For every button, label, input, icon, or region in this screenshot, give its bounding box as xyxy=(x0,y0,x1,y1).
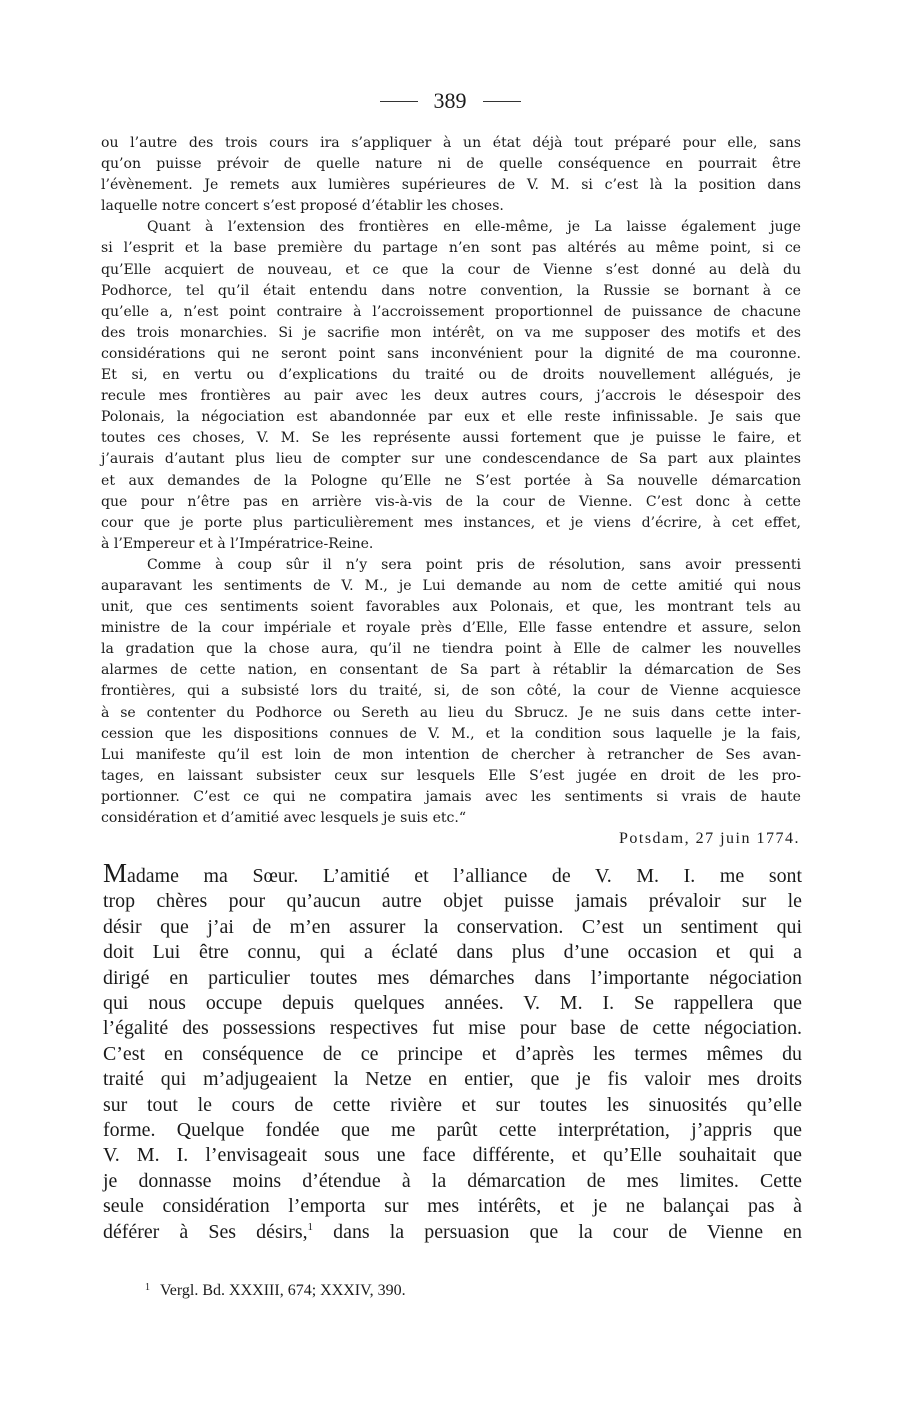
text-line: toutes ces choses, V. M. Se les représente aussi fortement que je puisse le faire, et xyxy=(101,430,801,447)
footnote-marker: 1 xyxy=(145,1282,150,1293)
text-line: V. M. I. l’envisageait sous une face différente, et qu’Elle souhaitait que xyxy=(103,1144,802,1167)
text-line: qu’elle a, n’est point contraire à l’accroissement proportionnel de puissance de chacune xyxy=(101,303,801,320)
letter-body xyxy=(103,858,802,1245)
header-dash-left xyxy=(380,101,418,102)
text-line: l’égalité des possessions respectives fut mise pour base de cette négociation. xyxy=(103,1017,802,1040)
text-line: cession que les dispositions connues de V. M., et la condition sous laquelle je la fais, xyxy=(101,725,801,742)
text-line: alarmes de cette nation, en consentant de Sa part à rétablir la démarcation de Ses xyxy=(101,662,801,679)
text-line: Polonais, la négociation est abandonnée par eux et elle reste infinissable. Je sais que xyxy=(101,409,801,426)
text-line: Comme à coup sûr il n’y sera point pris de résolution, sans avoir pressenti xyxy=(147,556,801,573)
text-line: unit, que ces sentiments soient favorables aux Polonais, et que, les montrant tels au xyxy=(101,599,801,616)
text-line: recule mes frontières au pair avec les deux autres cours, j’accrois le désespoir des xyxy=(101,388,801,405)
text-line: qu’Elle acquiert de nouveau, et ce que la cour de Vienne s’est donné au delà du xyxy=(101,261,801,278)
text-line: l’évènement. Je remets aux lumières supérieures de V. M. si c’est là la position dans xyxy=(101,177,801,194)
text-line: tages, en laissant subsister ceux sur lesquels Elle S’est jugée en droit de les pro- xyxy=(101,767,801,784)
text-line: doit Lui être connu, qui a éclaté dans plus d’une occasion et qui a xyxy=(103,941,802,964)
letter-first-line xyxy=(103,858,802,889)
text-line: ou l’autre des trois cours ira s’appliquer à un état déjà tout préparé pour elle, sans xyxy=(101,135,801,151)
page-header xyxy=(0,86,900,116)
text-line: j’aurais d’autant plus lieu de compter sur une condescendance de Sa part aux plaintes xyxy=(101,451,801,468)
text-line: laquelle notre concert s’est proposé d’établir les choses. xyxy=(101,198,504,215)
text-line: qui nous occupe depuis quelques années. V. M. I. Se rappellera que xyxy=(103,992,802,1015)
text-line: ministre de la cour impériale et royale près d’Elle, Elle fasse entendre et assure, selon xyxy=(101,620,801,637)
text-line: et aux demandes de la Pologne qu’Elle ne S’est portée à Sa nouvelle démarcation xyxy=(101,472,801,489)
text-line: seule considération l’emporta sur mes intérêts, et je ne balançai pas à xyxy=(103,1195,802,1218)
text-line: Quant à l’extension des frontières en elle-même, je La laisse également juge xyxy=(147,219,801,236)
header-dash-right xyxy=(483,101,521,102)
text-line: sur tout le cours de cette rivière et sur toutes les sinuosités qu’elle xyxy=(103,1093,802,1116)
text-line: auparavant les sentiments de V. M., je Lui demande au nom de cette amitié qui nous xyxy=(101,577,801,594)
footnote-text: Vergl. Bd. XXXIII, 674; XXXIV, 390. xyxy=(160,1282,406,1299)
text-line: frontières, qui a subsisté lors du traité, si, de son côté, la cour de Vienne acquiesce xyxy=(101,683,801,700)
text-line: Et si, en vertu ou d’explications du traité ou de droits nouvellement allégués, je xyxy=(101,367,801,384)
text-line: la gradation que la chose aura, qu’il ne tiendra point à Elle de calmer les nouvelles xyxy=(101,641,801,658)
text-line: traité qui m’adjugeaient la Netze en entier, que je fis valoir mes droits xyxy=(103,1068,802,1091)
text-line: je donnasse moins d’étendue à la démarcation de mes limites. Cette xyxy=(103,1169,802,1192)
last-line-start: déférer à Ses désirs, xyxy=(103,1220,308,1243)
page-number: 389 xyxy=(433,88,467,113)
text-line: portionner. C’est ce qui ne compatira jamais avec les sentiments si vrais de haute xyxy=(101,788,801,805)
text-line: considération et d’amitié avec lesquels je suis etc.“ xyxy=(101,810,467,826)
text-line: C’est en conséquence de ce principe et d’après les termes mêmes du xyxy=(103,1042,802,1065)
text-line: Podhorce, tel qu’il était entendu dans notre convention, la Russie se bornant à ce xyxy=(101,282,801,299)
last-line-end: dans la persuasion que la cour de Vienne en xyxy=(313,1220,802,1243)
text-line: que pour n’être pas en arrière vis-à-vis de la cour de Vienne. C’est donc à cette xyxy=(101,493,801,510)
footnote xyxy=(145,1282,745,1300)
text-line: considérations qui ne seront point sans inconvénient pour la dignité de ma couronne. xyxy=(101,345,801,362)
text-line: dirigé en particulier toutes mes démarches dans l’importante négociation xyxy=(103,966,802,989)
text-line: forme. Quelque fondée que me parût cette interprétation, j’appris que xyxy=(103,1119,802,1142)
quoted-letter-text xyxy=(101,133,801,829)
first-line-text: adame ma Sœur. L’amitié et l’alliance de V. M. I. me sont xyxy=(127,865,802,887)
letter-last-line xyxy=(103,1220,802,1245)
text-line: cour que je porte plus particulièrement mes instances, et je viens d’écrire, à cet effet, xyxy=(101,514,801,531)
text-line: à l’Empereur et à l’Impératrice-Reine. xyxy=(101,535,374,552)
text-line: si l’esprit et la base première du partage n’en sont pas altérés au même point, si ce xyxy=(101,240,801,257)
text-line: trop chères pour qu’aucun autre objet puisse jamais prévaloir sur le xyxy=(103,890,802,913)
text-line: à se contenter du Podhorce ou Sereth au lieu du Sbrucz. Je ne suis dans cette inter- xyxy=(101,704,801,721)
text-line: des trois monarchies. Si je sacrifie mon intérêt, on va me supposer des motifs et des xyxy=(101,324,801,341)
signature-place-date: Potsdam, 27 juin 1774. xyxy=(618,830,800,847)
footnote-reference: 1 xyxy=(307,1220,314,1233)
text-line: désir que j’ai de m’en assurer la conservation. C’est un sentiment qui xyxy=(103,915,802,938)
initial-letter: M xyxy=(103,858,128,888)
text-line: Lui manifeste qu’il est loin de mon intention de chercher à retrancher de Ses avan- xyxy=(101,746,801,763)
text-line: qu’on puisse prévoir de quelle nature ni de quelle conséquence en pourrait être xyxy=(101,156,801,173)
